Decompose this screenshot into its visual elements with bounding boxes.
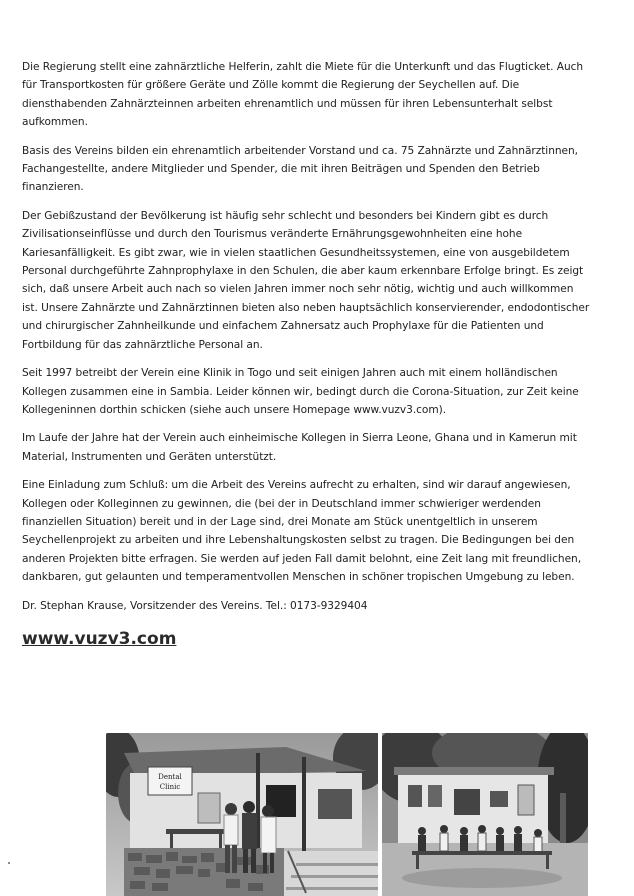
paragraph-dental-condition: Der Gebißzustand der Bevölkerung ist häufig sehr schlecht und besonders bei Kindern gibt es durch Zivilisationseinflüsse und durch den Tourismus veränderte Ernährungsgewohnheiten eine hohe Kariesanfälligkeit. Es gibt zwar, wie in vielen staatlichen Gesundheitssystemen, eine von ausgebildetem Personal durchgeführte Zahnprophylaxe in den Schulen, die aber kaum erkennbare Erfolge bringt. Es zeigt sich, daß unsere Arbeit auch nach so vielen Jahren immer noch sehr nötig, wichtig und auch willkommen ist. Unsere Zahnärzte und Zahnärztinnen bieten also neben hauptsächlich konservierender, endodontischer und chirurgischer Zahnheilkunde und einfachem Zahnersatz auch Prophylaxe für die Patienten und Fortbildung für das zahnärztliche Personal an. — [22, 209, 590, 351]
paragraph-government-support: Die Regierung stellt eine zahnärztliche Helferin, zahlt die Miete für die Unterkunft und das Flugticket. Auch für Transportkosten für größere Geräte und Zölle kommt die Regierung der Seychellen auf. Die diensthabenden Zahnärzteinnen arbeiten ehrenamtlich und müssen für ihren Lebensunterhalt selbst aufkommen. — [22, 61, 584, 129]
clinic-sign-line2: Clinic — [159, 783, 181, 791]
group-photo — [382, 733, 588, 896]
clinic-sign-line1: Dental — [158, 773, 182, 781]
paragraph-invitation: Eine Einladung zum Schluß: um die Arbeit des Vereins aufrecht zu erhalten, sind wir darauf angewiesen, Kollegen oder Kolleginnen zu gewinnen, die (bei der in Deutschland immer schwieriger werdenden finanziellen Situation) bereit und in der Lage sind, drei Monate am Stück unentgeltlich in unserem Seychellenprojekt zu arbeiten und ihre Lebenshaltungskosten selbst zu tragen. Die Bedingungen bei den anderen Projekten bitte erfragen. Sie werden auf jeden Fall damit belohnt, eine Zeit lang mit freundlichen, dankbaren, gut gelaunten und temperamentvollen Menschen in schöner tropischen Umgebung zu leben. — [22, 479, 582, 584]
clinic-photo — [106, 733, 378, 896]
paragraph-other-clinics: Seit 1997 betreibt der Verein eine Klinik in Togo und seit einigen Jahren auch mit einem holländischen Kollegen zusammen eine in Sambia. Leider können wir, bedingt durch die Corona-Situation, zur Zeit keine Kollegeninnen dorthin schicken (siehe auch unsere Homepage www.vuzv3.com). — [22, 367, 579, 416]
website-link[interactable]: www.vuzv3.com — [22, 628, 177, 649]
paragraph-association-basis: Basis des Vereins bilden ein ehrenamtlich arbeitender Vorstand und ca. 75 Zahnärzte und Zahnärztinnen, Fachangestellte, andere Mitglieder und Spender, die mit ihren Beiträgen und Spenden den Betrieb finanzieren. — [22, 144, 578, 194]
document-body — [22, 58, 592, 649]
scan-speck — [8, 862, 10, 864]
paragraph-local-colleagues: Im Laufe der Jahre hat der Verein auch einheimische Kollegen in Sierra Leone, Ghana und in Kamerun mit Material, Instrumenten und Geräten unterstützt. — [22, 432, 577, 463]
photo-strip — [106, 733, 588, 896]
signature-line: Dr. Stephan Krause, Vorsitzender des Vereins. Tel.: 0173-9329404 — [22, 599, 368, 612]
